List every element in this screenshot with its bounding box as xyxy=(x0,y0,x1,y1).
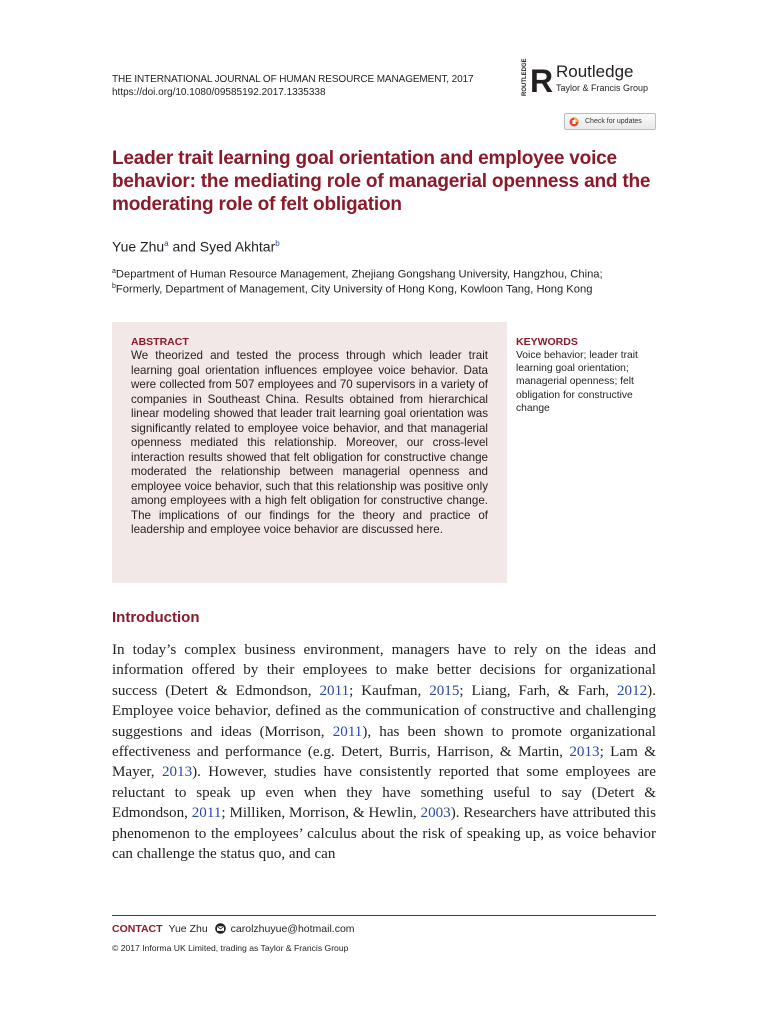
author-name: Yue Zhu xyxy=(112,238,165,255)
paragraph-text: ). However, studies have consistently reported that some employees are reluctant to speak up even when they have something useful to say (Detert & Edmondson, xyxy=(112,764,656,822)
abstract-box xyxy=(112,322,507,583)
footer-divider xyxy=(112,915,656,916)
keywords-text: Voice behavior; leader trait learning goal orientation; managerial openness; felt obligation for constructive change xyxy=(516,350,638,414)
paragraph-text: ). Researchers have attributed this phenomenon to the employees’ calculus about the risk of speaking up, as voice behavior can challenge the status quo, and can xyxy=(112,805,656,863)
affiliation-mark: b xyxy=(112,283,116,290)
citation-link[interactable]: 2011 xyxy=(332,723,363,740)
paragraph-text: ; Liang, Farh, & Farh, xyxy=(459,682,617,699)
publisher-subtitle: Taylor & Francis Group xyxy=(556,83,649,93)
keywords-heading: KEYWORDS xyxy=(516,336,578,348)
journal-name: THE INTERNATIONAL JOURNAL OF HUMAN RESOURCE MANAGEMENT, 2017 xyxy=(112,74,474,85)
crossmark-icon xyxy=(569,117,579,127)
citation-link[interactable]: 2011 xyxy=(191,805,222,822)
author-affiliation-mark: a xyxy=(164,239,169,248)
contact-label: CONTACT xyxy=(112,923,163,935)
affiliation-mark: a xyxy=(112,268,116,275)
affiliation-text: Department of Human Resource Management, Zhejiang Gongshang University, Hangzhou, China; xyxy=(115,268,603,281)
introduction-paragraph xyxy=(112,640,656,864)
svg-text:ROUTLEDGE: ROUTLEDGE xyxy=(522,58,528,96)
author-name: Syed Akhtar xyxy=(199,238,276,255)
contact-name: Yue Zhu xyxy=(168,923,208,935)
citation-link[interactable]: 2012 xyxy=(616,682,648,699)
paragraph-text: ). Employee voice behavior, defined as the communication of constructive and challenging suggestions and ideas (Morrison, xyxy=(112,682,656,740)
citation-link[interactable]: 2003 xyxy=(420,805,451,822)
publisher-logo xyxy=(520,60,665,100)
contact-email-link[interactable]: carolzhuyue@hotmail.com xyxy=(230,923,355,935)
abstract-heading: ABSTRACT xyxy=(131,336,189,348)
routledge-logo-icon xyxy=(520,58,554,99)
paragraph-text: In today’s complex business environment, managers have to rely on the ideas and information offered by their employees to make better decisions for organizational success (Detert & Edmondson, xyxy=(112,642,656,699)
doi-link[interactable]: https://doi.org/10.1080/09585192.2017.1335338 xyxy=(112,87,326,98)
citation-link[interactable]: 2013 xyxy=(161,764,193,781)
citation-link[interactable]: 2013 xyxy=(569,744,600,761)
citation-link[interactable]: 2011 xyxy=(319,682,350,699)
paragraph-text: ; Lam & Mayer, xyxy=(112,744,657,781)
section-heading-introduction: Introduction xyxy=(112,609,200,626)
affiliation-b xyxy=(112,280,592,297)
paragraph-text: ), has been shown to promote organizational effectiveness and performance (e.g. Detert, Burris, Harrison, & Martin, xyxy=(112,723,656,761)
author-affiliation-mark: b xyxy=(275,239,280,248)
check-for-updates-label: Check for updates xyxy=(585,118,642,125)
contact-line xyxy=(112,923,355,936)
copyright-notice: © 2017 Informa UK Limited, trading as Taylor & Francis Group xyxy=(112,943,349,953)
author-separator: and xyxy=(168,238,200,255)
citation-link[interactable]: 2015 xyxy=(429,682,460,699)
publisher-name: Routledge xyxy=(556,62,634,81)
abstract-text: We theorized and tested the process through which leader trait learning goal orientation influences employee voice behavior. Data were collected from 507 employees and 70 supervisors in a variety of companies in Southeast China. Results obtained from hierarchical linear modeling showed that leader trait learning goal orientation was significantly related to employee voice behavior, and that managerial openness mediated this relationship. Moreover, our cross-level interaction results showed that felt obligation for constructive change moderated the relationship between managerial openness and employee voice behavior, such that this relationship was positive only among employees with a high felt obligation for constructive change. The implications of our findings for the theory and practice of leadership and employee voice behavior are discussed here. xyxy=(131,349,488,536)
article-title: Leader trait learning goal orientation and employee voice behavior: the mediating role of managerial openness and the moderating role of felt obligation xyxy=(112,148,651,215)
email-icon xyxy=(214,923,227,934)
author-list xyxy=(112,235,280,256)
affiliation-text: Formerly, Department of Management, City University of Hong Kong, Kowloon Tang, Hong Kong xyxy=(115,283,593,296)
svg-text:R: R xyxy=(530,63,554,99)
paragraph-text: ; Milliken, Morrison, & Hewlin, xyxy=(221,805,421,822)
check-for-updates-button[interactable] xyxy=(564,113,656,130)
paragraph-text: ; Kaufman, xyxy=(349,682,430,699)
